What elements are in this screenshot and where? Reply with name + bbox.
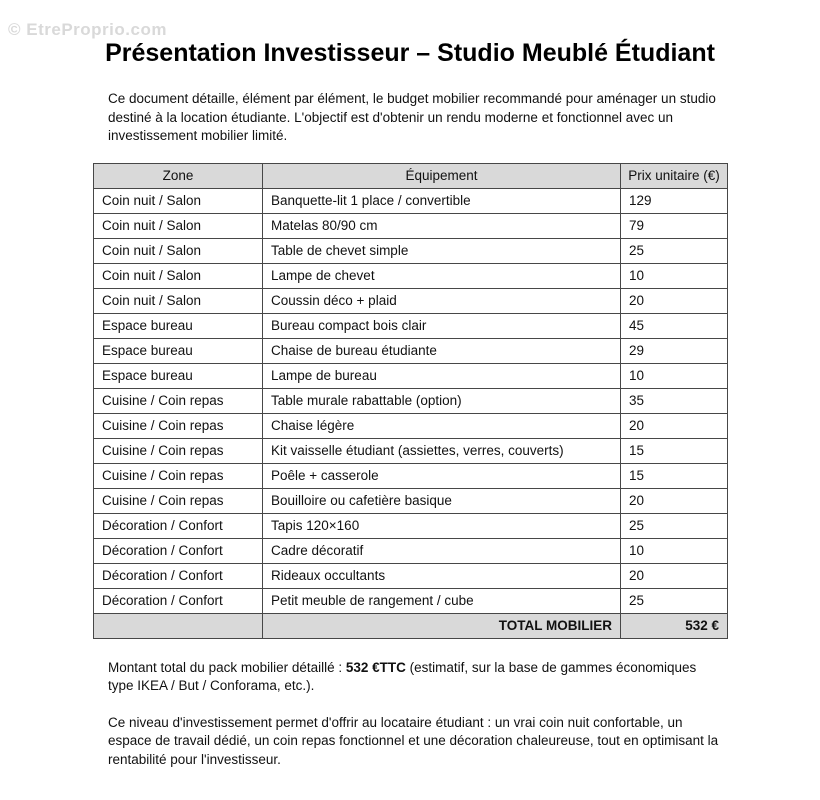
cell-prix: 10 [621,363,728,388]
cell-equipement: Chaise légère [263,413,621,438]
header-cell-equipement: Équipement [263,163,621,188]
table-row [94,313,728,338]
watermark: © EtreProprio.com [8,20,167,39]
total-label: TOTAL MOBILIER [263,613,621,638]
cell-prix: 20 [621,288,728,313]
total-note-paragraph [108,659,720,696]
table-row [94,488,728,513]
table-row [94,338,728,363]
cell-zone: Espace bureau [94,313,263,338]
cell-equipement: Petit meuble de rangement / cube [263,588,621,613]
cell-prix: 20 [621,563,728,588]
cell-prix: 20 [621,413,728,438]
total-row [94,613,728,638]
cell-equipement: Kit vaisselle étudiant (assiettes, verres, couverts) [263,438,621,463]
table-row [94,563,728,588]
table-row [94,438,728,463]
cell-zone: Décoration / Confort [94,588,263,613]
cell-zone: Cuisine / Coin repas [94,463,263,488]
cell-prix: 35 [621,388,728,413]
budget-table [93,163,728,639]
cell-equipement: Banquette-lit 1 place / convertible [263,188,621,213]
cell-equipement: Chaise de bureau étudiante [263,338,621,363]
cell-prix: 20 [621,488,728,513]
header-cell-prix-unitaire: Prix unitaire (€) [621,163,728,188]
cell-prix: 10 [621,538,728,563]
table-row [94,363,728,388]
table-row [94,513,728,538]
cell-equipement: Bureau compact bois clair [263,313,621,338]
cell-zone: Coin nuit / Salon [94,238,263,263]
table-row [94,213,728,238]
cell-equipement: Coussin déco + plaid [263,288,621,313]
cell-equipement: Cadre décoratif [263,538,621,563]
cell-equipement: Table murale rabattable (option) [263,388,621,413]
table-header-row [94,163,728,188]
table-row [94,238,728,263]
cell-prix: 29 [621,338,728,363]
conclusion-paragraph: Ce niveau d'investissement permet d'offrir au locataire étudiant : un vrai coin nuit confortable, un espace de travail dédié, un coin repas fonctionnel et une décoration chaleureuse, tout en optimisant la rentabilité pour l'investisseur. [108,714,719,767]
cell-zone: Décoration / Confort [94,538,263,563]
cell-zone: Coin nuit / Salon [94,188,263,213]
cell-zone: Décoration / Confort [94,513,263,538]
cell-prix: 15 [621,438,728,463]
table-row [94,288,728,313]
cell-zone: Cuisine / Coin repas [94,488,263,513]
cell-equipement: Poêle + casserole [263,463,621,488]
cell-equipement: Rideaux occultants [263,563,621,588]
cell-prix: 129 [621,188,728,213]
cell-zone: Coin nuit / Salon [94,263,263,288]
cell-prix: 25 [621,588,728,613]
table-row [94,588,728,613]
page-title: Présentation Investisseur – Studio Meublé Étudiant [105,39,715,67]
table-row [94,388,728,413]
cell-zone: Cuisine / Coin repas [94,438,263,463]
cell-equipement: Table de chevet simple [263,238,621,263]
cell-zone: Décoration / Confort [94,563,263,588]
total-value: 532 € [621,613,728,638]
cell-equipement: Lampe de bureau [263,363,621,388]
cell-zone: Cuisine / Coin repas [94,413,263,438]
table-row [94,413,728,438]
cell-zone: Espace bureau [94,338,263,363]
cell-zone: Coin nuit / Salon [94,213,263,238]
cell-zone: Coin nuit / Salon [94,288,263,313]
header-cell-zone: Zone [94,163,263,188]
total-empty-cell [94,613,263,638]
cell-prix: 79 [621,213,728,238]
total-note-amount: 532 €TTC [345,659,406,675]
cell-zone: Espace bureau [94,363,263,388]
table-row [94,538,728,563]
table-row [94,263,728,288]
table-body [94,188,728,613]
table-row [94,188,728,213]
cell-equipement: Bouilloire ou cafetière basique [263,488,621,513]
intro-paragraph: Ce document détaille, élément par élément, le budget mobilier recommandé pour aménager un studio destiné à la location étudiante. L'objectif est d'obtenir un rendu moderne et fonctionnel avec un investissement mobilier limité. [108,91,716,143]
cell-equipement: Lampe de chevet [263,263,621,288]
cell-prix: 25 [621,513,728,538]
cell-prix: 15 [621,463,728,488]
total-note-prefix: Montant total du pack mobilier détaillé : [108,659,346,675]
cell-prix: 45 [621,313,728,338]
cell-prix: 10 [621,263,728,288]
cell-zone: Cuisine / Coin repas [94,388,263,413]
cell-equipement: Tapis 120×160 [263,513,621,538]
total-note-suffix: (estimatif, sur la base de gammes économiques type IKEA / But / Conforama, etc.). [108,659,697,693]
cell-prix: 25 [621,238,728,263]
cell-equipement: Matelas 80/90 cm [263,213,621,238]
table-row [94,463,728,488]
